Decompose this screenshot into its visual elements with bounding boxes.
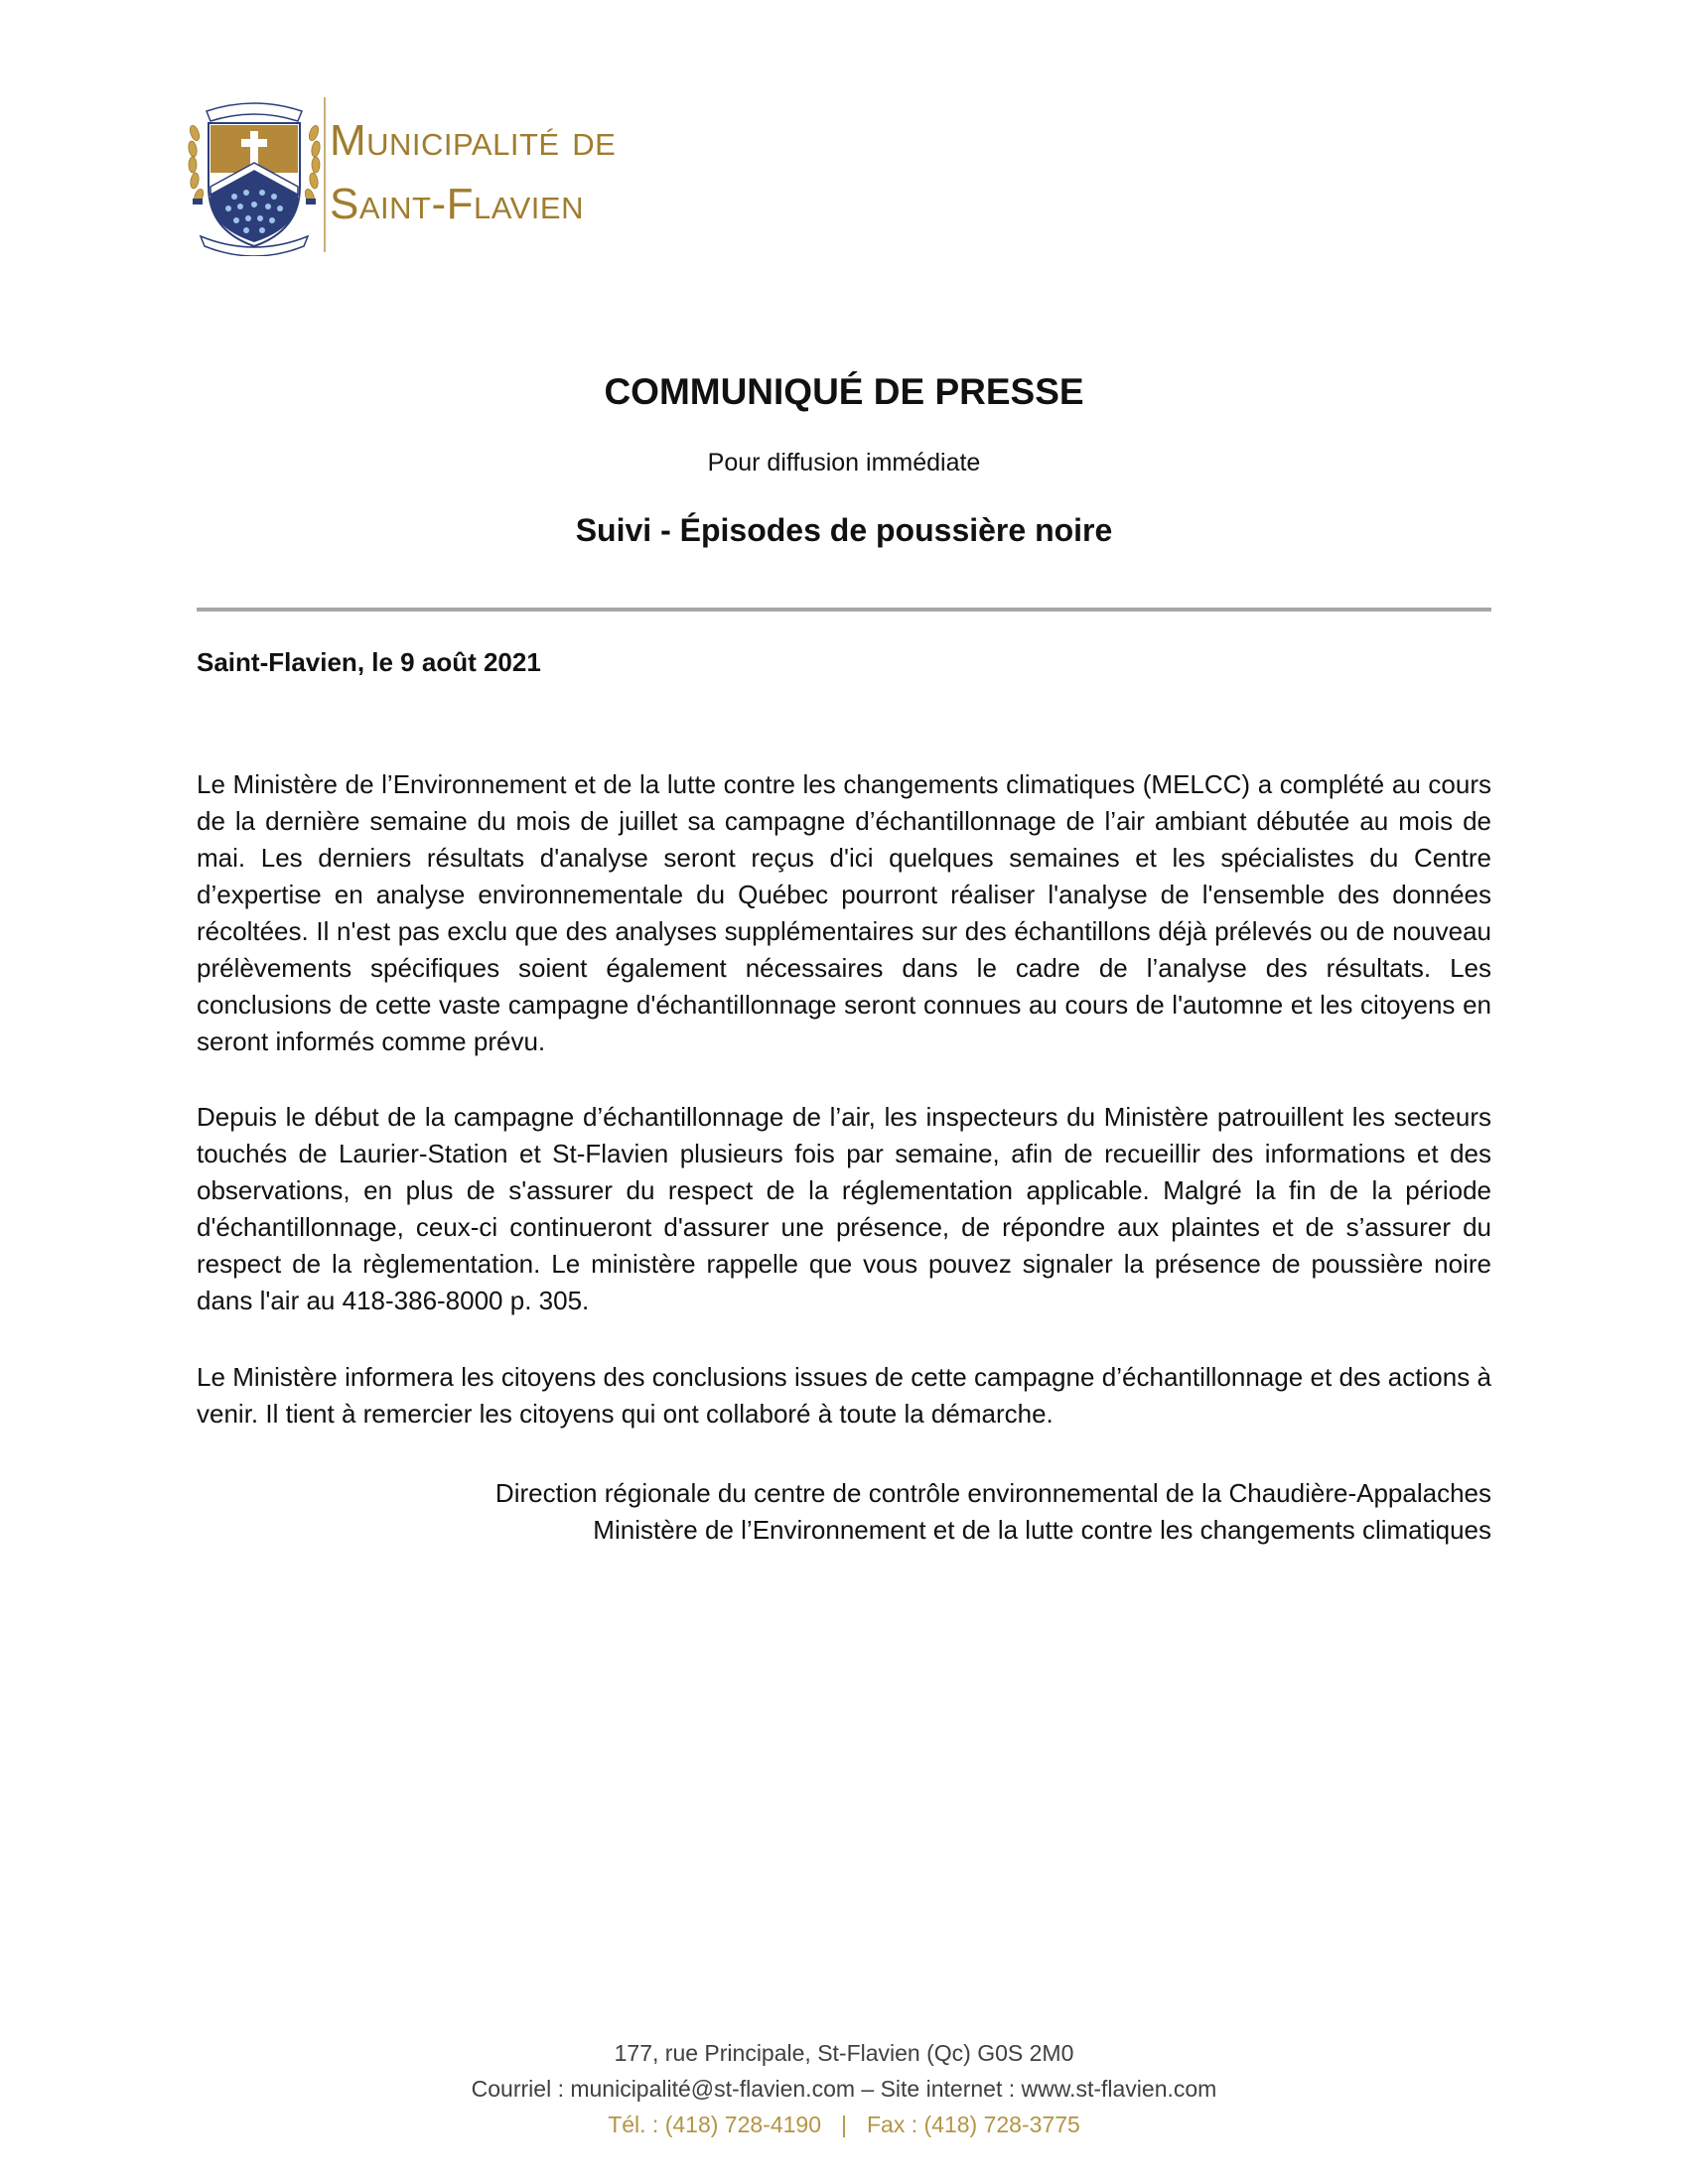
release-headline: Suivi - Épisodes de poussière noire [575,512,1113,548]
page-footer [0,2035,1688,2142]
signature-line-directorate: Direction régionale du centre de contrôle environnemental de la Chaudière-Appalaches [494,1478,1491,1508]
footer-phone: Tél. : (418) 728-4190 [608,2112,821,2137]
body-paragraph: Le Ministère informera les citoyens des conclusions issues de cette campagne d’échantillonnage et des actions à venir. Il tient à remercier les citoyens qui ont collaboré à toute la démarche. [197,1362,1491,1429]
municipality-name [330,109,616,236]
municipal-crest-logo [185,91,324,256]
footer-address: 177, rue Principale, St-Flavien (Qc) G0S 2M0 [614,2040,1074,2066]
signature-line-ministry: Ministère de l’Environnement et de la lutte contre les changements climatiques [593,1515,1491,1545]
dateline: Saint-Flavien, le 9 août 2021 [197,647,541,677]
footer-contact [0,2107,1688,2142]
body-paragraph: Le Ministère de l’Environnement et de la lutte contre les changements climatiques (MELCC) a complété au cours de la dernière semaine du mois de juillet sa campagne d’échantillonnage de l’air ambiant débutée au mois de mai. Les derniers résultats d'analyse seront reçus d'ici quelques semaines et les spécialistes du Centre d’expertise en analyse environnementale du Québec pourront réaliser l'analyse de l'ensemble des données récoltées. Il n'est pas exclu que des analyses supplémentaires sur des échantillons déjà prélevés ou de nouveau prélèvements spécifiques soient également nécessaires dans le cadre de l’analyse des résultats. Les conclusions de cette vaste campagne d'échantillonnage seront connues au cours de l'automne et les citoyens en seront informés comme prévu. [197,769,1491,1056]
municipality-name-line1: Municipalité de [330,116,617,165]
letterhead [185,91,741,260]
footer-separator: | [841,2112,847,2137]
release-notice: Pour diffusion immédiate [707,449,981,477]
body-paragraph: Depuis le début de la campagne d’échantillonnage de l’air, les inspecteurs du Ministère patrouillent les secteurs touchés de Laurier-Station et St-Flavien plusieurs fois par semaine, afin de recueillir des informations et des observations, en plus de s'assurer du respect de la réglementation applicable. Malgré la fin de la période d'échantillonnage, ceux-ci continueront d'assurer une présence, de répondre aux plaintes et de s’assurer du respect de la règlementation. Le ministère rappelle que vous pouvez signaler la présence de poussière noire dans l'air au 418-386-8000 p. 305. [197,1102,1491,1315]
footer-email-website: Courriel : municipalité@st-flavien.com – Site internet : www.st-flavien.com [471,2076,1217,2102]
letterhead-divider [324,97,326,252]
header-divider [197,608,1491,612]
document-title: COMMUNIQUÉ DE PRESSE [604,371,1084,412]
municipality-name-line2: Saint-Flavien [330,180,584,228]
signature-block [495,1475,1491,1549]
footer-fax: Fax : (418) 728-3775 [866,2112,1080,2137]
